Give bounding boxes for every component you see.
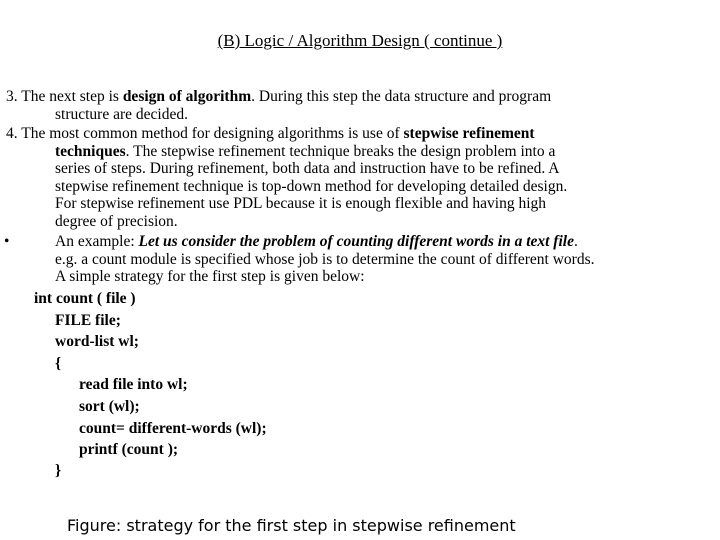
example-line-2: e.g. a count module is specified whose job is to determine the count of different words. <box>55 250 595 268</box>
example-paragraph <box>55 233 715 286</box>
step-3-line-2: structure are decided. <box>55 105 188 123</box>
code-line: printf (count ); <box>79 441 179 458</box>
code-line: { <box>55 355 62 372</box>
step-4-line-1: 4. The most common method for designing algorithms is use of stepwise refinement <box>6 125 535 142</box>
example-line-3: A simple strategy for the first step is given below: <box>55 268 365 285</box>
step-4-line-2: techniques. The stepwise refinement technique breaks the design problem into a <box>55 142 556 160</box>
code-line: count= different-words (wl); <box>79 420 267 437</box>
step-4-line-4: stepwise refinement technique is top-down method for developing detailed design. <box>55 177 568 195</box>
step-4-paragraph <box>6 125 567 230</box>
step-4-line-5: For stepwise refinement use PDL because it is enough flexible and having high <box>55 195 547 212</box>
slide-title-text: (B) Logic / Algorithm Design ( continue ) <box>217 31 503 50</box>
code-line: read file into wl; <box>79 376 188 393</box>
step-3-emphasis: design of algorithm <box>122 88 252 105</box>
step-4-line-6: degree of precision. <box>55 212 178 230</box>
step-3-paragraph <box>6 88 551 123</box>
slide-title <box>0 31 720 51</box>
step-4-line-3: series of steps. During refinement, both data and instruction have to be refined. A <box>55 160 560 177</box>
step-4-emphasis-2: techniques <box>55 142 126 160</box>
step-4-emphasis-1: stepwise refinement <box>403 125 535 142</box>
example-line-1: An example: Let us consider the problem of counting different words in a text file. <box>55 233 578 250</box>
code-line: word-list wl; <box>55 333 139 350</box>
bullet-marker: • <box>4 233 10 250</box>
step-3-line-1: 3. The next step is design of algorithm. During this step the data structure and program <box>6 88 552 105</box>
figure-caption: Figure: strategy for the first step in stepwise refinement <box>67 516 516 535</box>
example-emphasis: Let us consider the problem of counting different words in a text file <box>138 233 574 250</box>
code-line: FILE file; <box>55 312 121 329</box>
code-line: } <box>55 462 62 479</box>
code-line: int count ( file ) <box>34 290 136 307</box>
code-line: sort (wl); <box>79 398 140 415</box>
